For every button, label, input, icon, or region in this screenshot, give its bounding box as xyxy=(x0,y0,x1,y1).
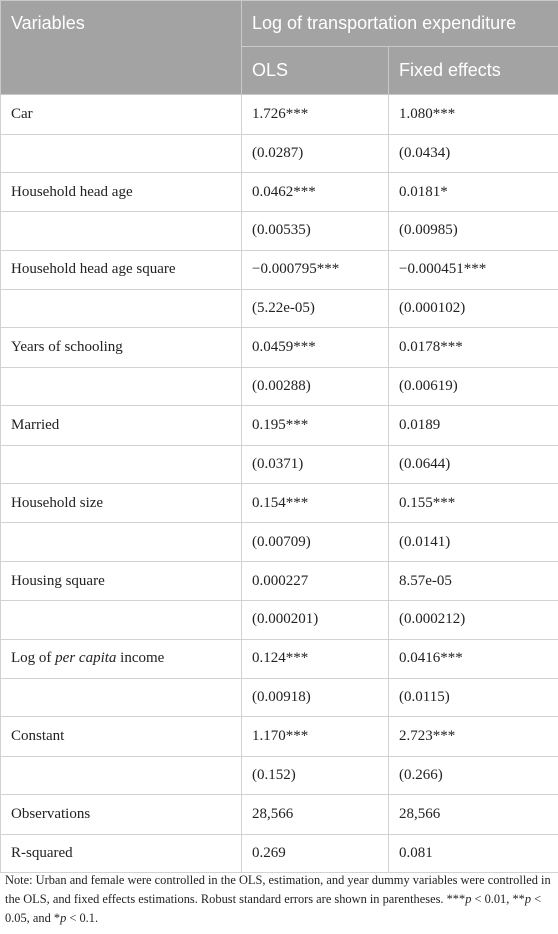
fixed-effects-value-cell: (0.0115) xyxy=(389,679,558,717)
ols-value-cell: (0.0287) xyxy=(242,134,389,172)
note-sig3-rest: < 0.1. xyxy=(66,911,99,925)
variable-label-cell xyxy=(1,756,242,794)
ols-value-cell: 1.726*** xyxy=(242,95,389,135)
variable-label-cell: Car xyxy=(1,95,242,135)
variable-label-cell xyxy=(1,523,242,561)
table-row xyxy=(1,134,558,172)
fixed-effects-value-cell: 28,566 xyxy=(389,795,558,835)
note-sig3-stars: * xyxy=(53,911,61,925)
note-sig2-rest: < 0.05, and xyxy=(5,892,542,925)
table-row xyxy=(1,250,558,290)
header-row-top xyxy=(1,1,558,47)
header-dependent-variable: Log of transportation expenditure xyxy=(242,1,558,47)
ols-value-cell: (0.152) xyxy=(242,756,389,794)
table-row xyxy=(1,290,558,328)
table-row xyxy=(1,445,558,483)
fixed-effects-value-cell: 0.0189 xyxy=(389,406,558,446)
fixed-effects-value-cell: 0.0181* xyxy=(389,172,558,212)
variable-label-cell xyxy=(1,212,242,250)
table-header xyxy=(1,1,558,95)
variable-label-cell: Married xyxy=(1,406,242,446)
ols-value-cell: (0.00918) xyxy=(242,679,389,717)
note-sig1-p: p xyxy=(465,892,472,906)
ols-value-cell: (0.00709) xyxy=(242,523,389,561)
table-row xyxy=(1,523,558,561)
fixed-effects-value-cell: −0.000451*** xyxy=(389,250,558,290)
header-fixed-effects: Fixed effects xyxy=(389,47,558,95)
note-sig2-stars: ** xyxy=(512,892,525,906)
header-variables: Variables xyxy=(1,1,242,95)
variable-label-cell xyxy=(1,367,242,405)
ols-value-cell: (0.00535) xyxy=(242,212,389,250)
ols-value-cell: 0.0462*** xyxy=(242,172,389,212)
variable-label-cell: Observations xyxy=(1,795,242,835)
fixed-effects-value-cell: 1.080*** xyxy=(389,95,558,135)
table-row xyxy=(1,172,558,212)
variable-label-cell xyxy=(1,290,242,328)
table-row xyxy=(1,406,558,446)
table-row xyxy=(1,367,558,405)
variable-label-cell: R-squared xyxy=(1,834,242,872)
variable-label-cell xyxy=(1,601,242,639)
ols-value-cell: −0.000795*** xyxy=(242,250,389,290)
fixed-effects-value-cell: (0.266) xyxy=(389,756,558,794)
header-ols: OLS xyxy=(242,47,389,95)
fixed-effects-value-cell: 8.57e-05 xyxy=(389,561,558,601)
fixed-effects-value-cell: (0.000102) xyxy=(389,290,558,328)
fixed-effects-value-cell: (0.0141) xyxy=(389,523,558,561)
fixed-effects-value-cell: (0.0644) xyxy=(389,445,558,483)
note-sig3-p: p xyxy=(60,911,67,925)
ols-value-cell: 1.170*** xyxy=(242,717,389,757)
ols-value-cell: (0.000201) xyxy=(242,601,389,639)
variable-label-suffix: income xyxy=(116,650,165,667)
table-row xyxy=(1,756,558,794)
variable-label-cell xyxy=(1,639,242,679)
ols-value-cell: 28,566 xyxy=(242,795,389,835)
ols-value-cell: 0.195*** xyxy=(242,406,389,446)
note-sig2-p: p xyxy=(524,892,532,906)
table-row xyxy=(1,639,558,679)
variable-label-cell: Household size xyxy=(1,483,242,523)
table-row xyxy=(1,95,558,135)
variable-label-cell xyxy=(1,134,242,172)
ols-value-cell: 0.154*** xyxy=(242,483,389,523)
table-row xyxy=(1,212,558,250)
table-row xyxy=(1,679,558,717)
fixed-effects-value-cell: (0.00619) xyxy=(389,367,558,405)
table-row xyxy=(1,601,558,639)
table-row xyxy=(1,328,558,368)
variable-label-cell xyxy=(1,679,242,717)
table-row xyxy=(1,717,558,757)
note-sig1-rest: < 0.01, xyxy=(471,892,513,906)
table-row xyxy=(1,834,558,872)
fixed-effects-value-cell: 0.081 xyxy=(389,834,558,872)
variable-label-cell: Years of schooling xyxy=(1,328,242,368)
ols-value-cell: 0.0459*** xyxy=(242,328,389,368)
fixed-effects-value-cell: (0.000212) xyxy=(389,601,558,639)
fixed-effects-value-cell: 0.0416*** xyxy=(389,639,558,679)
variable-label-cell: Household head age square xyxy=(1,250,242,290)
ols-value-cell: (5.22e-05) xyxy=(242,290,389,328)
ols-value-cell: 0.269 xyxy=(242,834,389,872)
fixed-effects-value-cell: 2.723*** xyxy=(389,717,558,757)
table-row xyxy=(1,483,558,523)
variable-label-prefix: Log of xyxy=(11,650,56,667)
fixed-effects-value-cell: 0.155*** xyxy=(389,483,558,523)
table-row xyxy=(1,795,558,835)
ols-value-cell: (0.00288) xyxy=(242,367,389,405)
variable-label-cell: Housing square xyxy=(1,561,242,601)
fixed-effects-value-cell: 0.0178*** xyxy=(389,328,558,368)
ols-value-cell: (0.0371) xyxy=(242,445,389,483)
variable-label-cell xyxy=(1,445,242,483)
variable-label-cell: Constant xyxy=(1,717,242,757)
ols-value-cell: 0.000227 xyxy=(242,561,389,601)
note-main-text: Note: Urban and female were controlled in the OLS, estimation, and year dummy variables were controlled in the OLS, and fixed effects estimations. Robust standard errors are shown in parentheses. xyxy=(5,873,551,906)
fixed-effects-value-cell: (0.00985) xyxy=(389,212,558,250)
ols-value-cell: 0.124*** xyxy=(242,639,389,679)
table-note xyxy=(0,871,558,928)
variable-label-cell: Household head age xyxy=(1,172,242,212)
table-row xyxy=(1,561,558,601)
variable-label-italic: per capita xyxy=(55,650,117,667)
table-body xyxy=(1,95,558,873)
note-sig1-stars: *** xyxy=(446,892,466,906)
fixed-effects-value-cell: (0.0434) xyxy=(389,134,558,172)
